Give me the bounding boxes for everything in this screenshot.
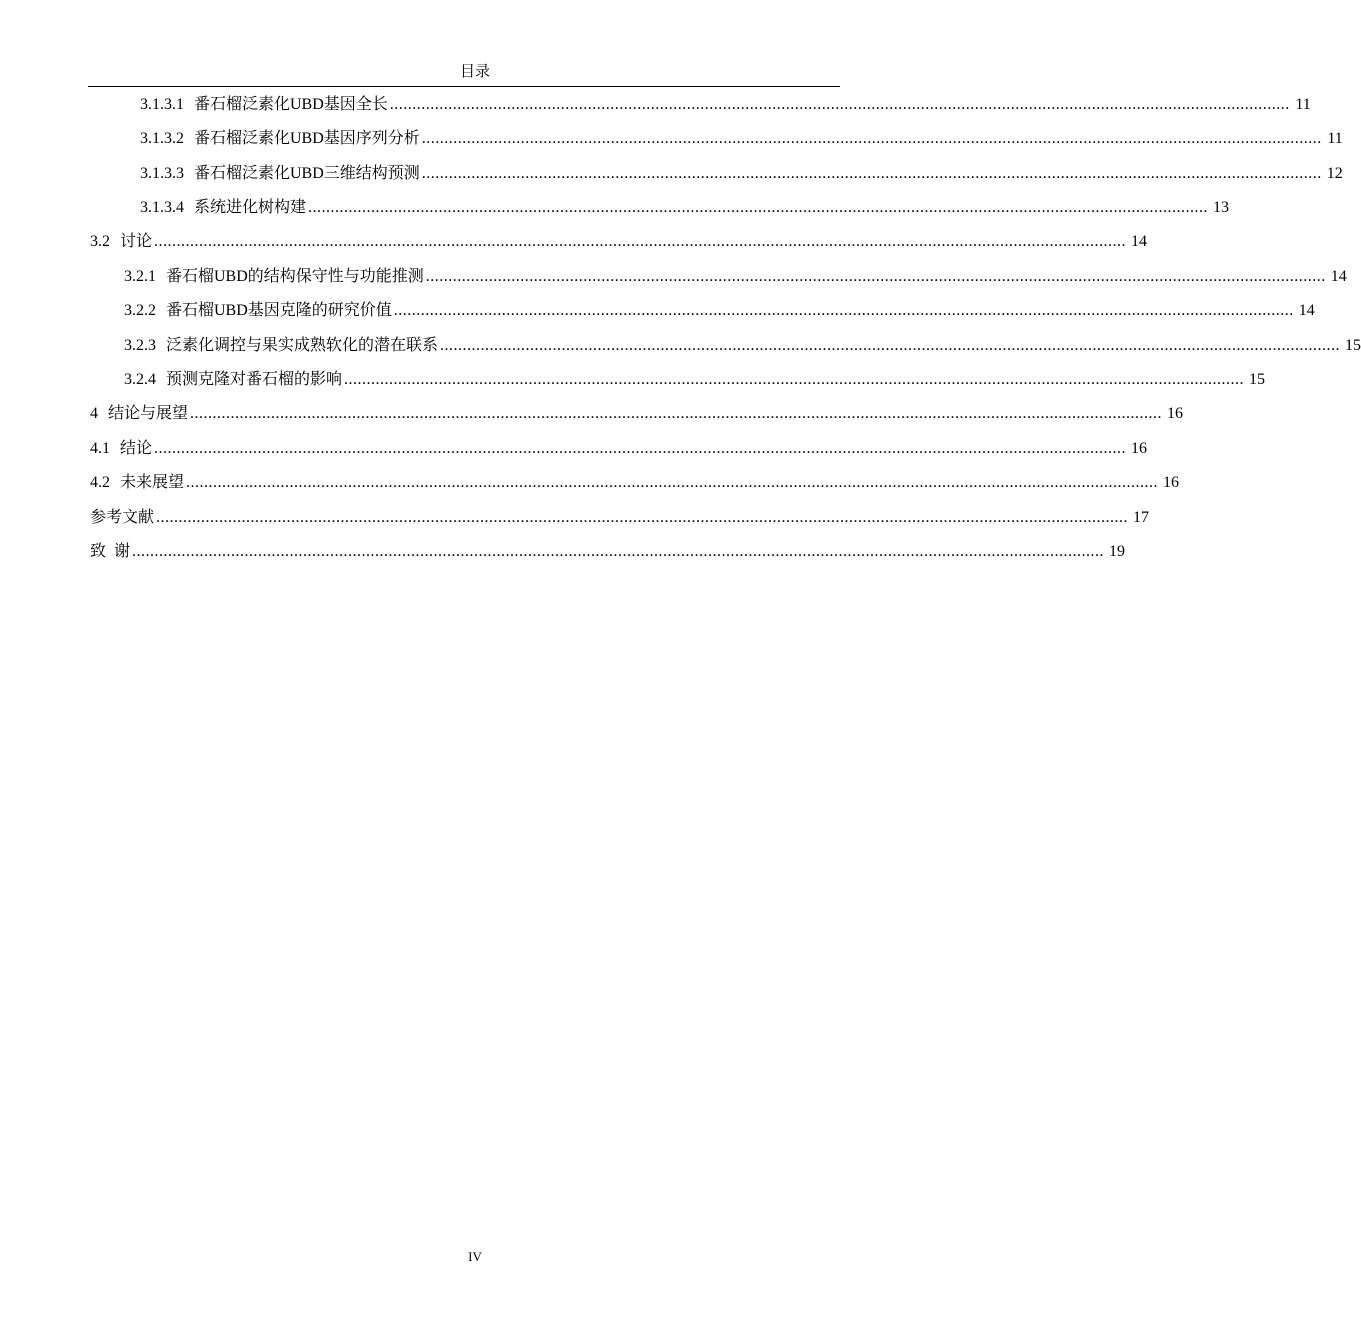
toc-entry[interactable] — [140, 126, 1343, 150]
toc-entry[interactable] — [124, 367, 1266, 391]
toc-entry[interactable] — [90, 470, 1180, 494]
toc-entry[interactable] — [124, 298, 1315, 322]
toc-entry-page: 17 — [1133, 509, 1150, 526]
toc-entry-title: 结论 — [120, 440, 153, 457]
toc-entry-page: 15 — [1249, 371, 1266, 388]
toc-entry-number: 3.2.3 — [124, 337, 156, 354]
toc-entry-number: 3.2.2 — [124, 302, 156, 319]
toc-entry-title: 泛素化调控与果实成熟软化的潜在联系 — [166, 337, 439, 354]
toc-entry-number: 4.2 — [90, 474, 110, 491]
toc-entry[interactable] — [90, 401, 1184, 425]
toc-entry-number: 3.1.3.1 — [140, 96, 184, 113]
toc-entry-page: 16 — [1131, 440, 1148, 457]
toc-entry-number: 3.2.4 — [124, 371, 156, 388]
toc-entry-number: 3.1.3.4 — [140, 199, 184, 216]
toc-entry[interactable] — [140, 161, 1343, 185]
toc-entry[interactable] — [90, 229, 1148, 253]
toc-entry-title: 系统进化树构建 — [194, 199, 307, 216]
toc-entry-title: 番石榴UBD的结构保守性与功能推测 — [166, 268, 424, 285]
toc-entry-page: 11 — [1327, 130, 1343, 147]
toc-entry-page: 11 — [1295, 96, 1311, 113]
toc-entry-title: 参考文献 — [90, 509, 155, 526]
toc-entry[interactable] — [140, 92, 1311, 116]
toc-leader-dots: ........................................................................................................................................................................................................................ — [156, 509, 1129, 526]
toc-entry[interactable] — [124, 264, 1347, 288]
toc-leader-dots: ........................................................................................................................................................................................................ — [389, 96, 1290, 113]
toc-entry-number: 3.2.1 — [124, 268, 156, 285]
toc-entry[interactable] — [140, 195, 1230, 219]
toc-entry-title: 预测克隆对番石榴的影响 — [166, 371, 343, 388]
toc-leader-dots: ........................................................................................................................................................................................................ — [344, 371, 1245, 388]
toc-entry[interactable] — [90, 539, 1126, 563]
toc-leader-dots: ........................................................................................................................................................................................................ — [425, 268, 1326, 285]
toc-entry-title: 讨论 — [120, 233, 153, 250]
toc-entry-title: 未来展望 — [120, 474, 185, 491]
header-divider — [88, 86, 840, 87]
toc-entry-number: 3.2 — [90, 233, 110, 250]
toc-entry[interactable] — [90, 436, 1148, 460]
toc-entry-page: 16 — [1167, 405, 1184, 422]
page-header-title: 目录 — [459, 64, 490, 80]
toc-entry-page: 15 — [1345, 337, 1361, 354]
page-number: IV — [468, 1249, 482, 1264]
toc-leader-dots: ........................................................................................................................................................................................................ — [393, 302, 1294, 319]
toc-leader-dots: ........................................................................................................................................................................................................................ — [190, 405, 1163, 422]
toc-entry-page: 13 — [1213, 199, 1230, 216]
toc-leader-dots: ........................................................................................................................................................................................................................ — [154, 440, 1127, 457]
toc-leader-dots: ........................................................................................................................................................................................................................ — [186, 474, 1159, 491]
toc-leader-dots: ........................................................................................................................................................................................................ — [421, 130, 1322, 147]
toc-entry-title: 结论与展望 — [108, 405, 189, 422]
toc-entry-page: 16 — [1163, 474, 1180, 491]
toc-entry-page: 14 — [1131, 233, 1148, 250]
toc-entry-title: 番石榴泛素化UBD基因序列分析 — [194, 130, 420, 147]
toc-entry-number: 4.1 — [90, 440, 110, 457]
toc-entry-number: 3.1.3.3 — [140, 165, 184, 182]
toc-entry-number: 3.1.3.2 — [140, 130, 184, 147]
toc-leader-dots: ........................................................................................................................................................................................................ — [421, 165, 1322, 182]
toc-entry-page: 12 — [1326, 165, 1343, 182]
toc-entry[interactable] — [124, 333, 1361, 357]
toc-entry[interactable] — [90, 505, 1150, 529]
toc-entry-title: 致 谢 — [90, 543, 131, 560]
toc-leader-dots: ........................................................................................................................................................................................................................ — [154, 233, 1127, 250]
toc-entry-title: 番石榴UBD基因克隆的研究价值 — [166, 302, 392, 319]
toc-leader-dots: ........................................................................................................................................................................................................ — [308, 199, 1209, 216]
toc-leader-dots: ........................................................................................................................................................................................................................ — [132, 543, 1105, 560]
toc-entry-page: 14 — [1330, 268, 1347, 285]
toc-entry-page: 14 — [1298, 302, 1315, 319]
toc-entry-number: 4 — [90, 405, 98, 422]
toc-entry-title: 番石榴泛素化UBD三维结构预测 — [194, 165, 420, 182]
toc-leader-dots: ........................................................................................................................................................................................................ — [440, 337, 1341, 354]
toc-entry-title: 番石榴泛素化UBD基因全长 — [194, 96, 388, 113]
toc-entry-page: 19 — [1109, 543, 1126, 560]
